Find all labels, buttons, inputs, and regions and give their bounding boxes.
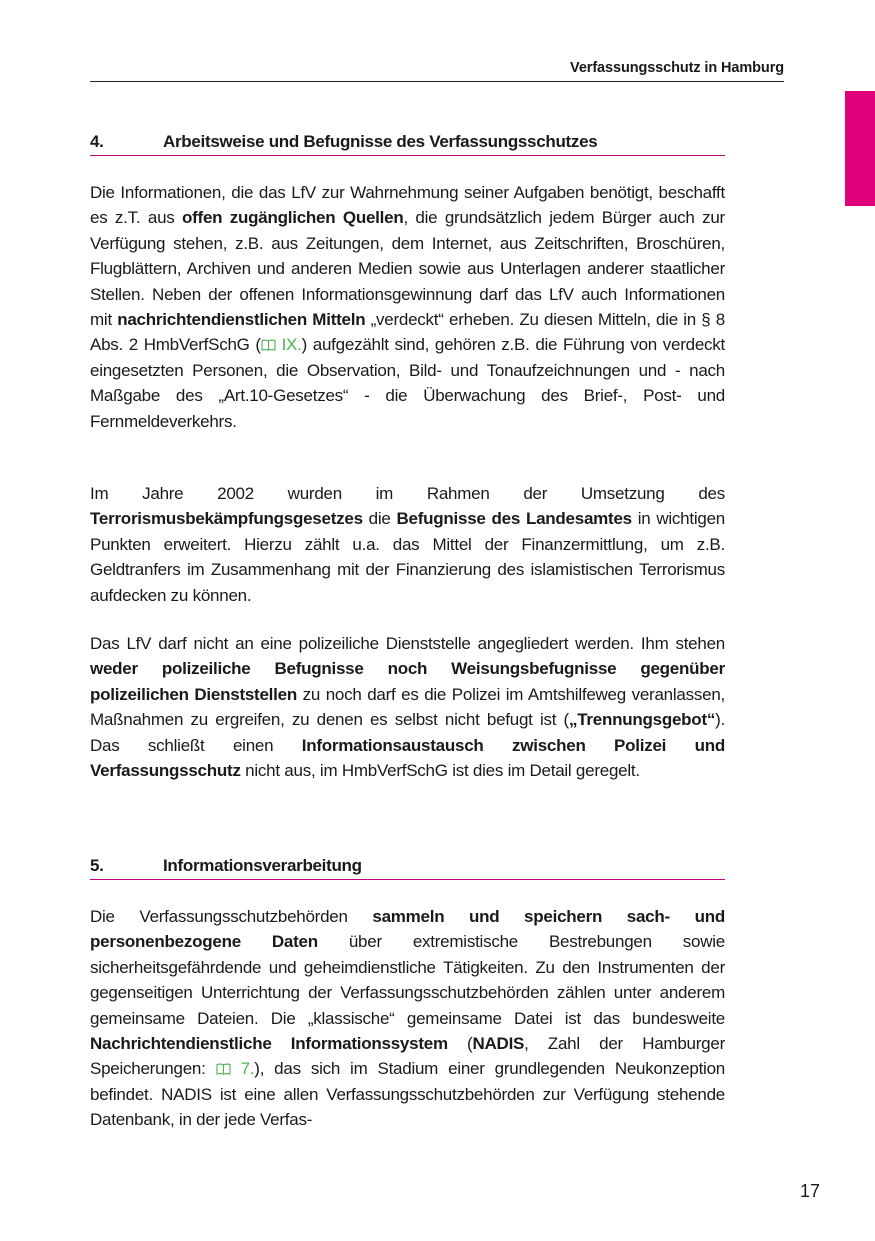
chapter-marker-tab: [845, 91, 875, 206]
section-title: Informationsverarbeitung: [163, 856, 362, 875]
running-header-title: Verfassungsschutz in Hamburg: [570, 60, 784, 76]
section-number: 5.: [90, 856, 104, 875]
book-icon: [261, 339, 276, 351]
section-heading-5: [90, 855, 725, 880]
paragraph-separation: Das LfV darf nicht an eine polizeiliche Dienststelle angegliedert werden. Ihm stehen weder polizeiliche Befugnisse noch Weisungsbefugnisse gegenüber polizeilichen Dienststellen zu noch darf es die Polizei im Amtshilfeweg veranlassen, Maßnahmen zu ergreifen, zu denen es selbst nicht befugt ist („Trennungsgebot“). Das schließt einen Informationsaustausch zwischen Polizei und Verfassungsschutz nicht aus, im HmbVerfSchG ist dies im Detail geregelt.: [90, 634, 725, 781]
page-number: 17: [799, 1181, 820, 1201]
section-number: 4.: [90, 132, 104, 151]
paragraph-data-processing: Die Verfassungsschutzbehörden sammeln und speichern sach- und personenbezogene Daten über extremistische Bestrebungen sowie sicherheitsgefährdende und geheimdienstliche Tätigkeiten. Zu den Instrumenten der gegenseitigen Unterrichtung der Verfassungsschutzbehörden zählen unter anderem gemeinsame Dateien. Die „klassische“ gemeinsame Datei ist das bundesweite Nachrichtendienstliche Informationssystem (NADIS, Zahl der Hamburger Speicherungen: 7.), das sich im Stadium einer grundlegenden Neukonzeption befindet. NADIS ist eine allen Verfassungsschutzbehörden zur Verfügung stehende Datenbank, in der jede Verfas-: [90, 907, 725, 1130]
header-rule: [90, 81, 784, 82]
cross-reference-link[interactable]: IX.: [261, 335, 302, 354]
section-heading-4: [90, 131, 725, 156]
paragraph-terrorism-law: Im Jahre 2002 wurden im Rahmen der Umsetzung des Terrorismusbekämpfungsgesetzes die Befugnisse des Landesamtes in wichtigen Punkten erweitert. Hierzu zählt u.a. das Mittel der Finanzermittlung, um z.B. Geldtranfers im Zusammenhang mit der Finanzierung des islamistischen Terrorismus aufdecken zu können.: [90, 484, 725, 605]
paragraph-sources: Die Informationen, die das LfV zur Wahrnehmung seiner Aufgaben benötigt, beschafft es z.T. aus offen zugänglichen Quellen, die grundsätzlich jedem Bürger auch zur Verfügung stehen, z.B. aus Zeitungen, dem Internet, aus Zeitschriften, Broschüren, Flugblättern, Archiven und anderen Medien sowie aus Unterlagen anderer staatlicher Stellen. Neben der offenen Informationsgewinnung darf das LfV auch Informationen mit nachrichtendienstlichen Mitteln „verdeckt“ erheben. Zu diesen Mitteln, die in § 8 Abs. 2 HmbVerfSchG ( IX.) aufgezählt sind, gehören z.B. die Führung von verdeckt eingesetzten Personen, die Observation, Bild- und Tonaufzeichnungen und - nach Maßgabe des „Art.10-Gesetzes“ - die Überwachung des Brief-, Post- und Fernmeldeverkehrs.: [90, 183, 725, 431]
cross-reference-link[interactable]: 7.: [216, 1059, 255, 1078]
book-icon: [216, 1063, 231, 1075]
section-title: Arbeitsweise und Befugnisse des Verfassungsschutzes: [163, 132, 598, 151]
